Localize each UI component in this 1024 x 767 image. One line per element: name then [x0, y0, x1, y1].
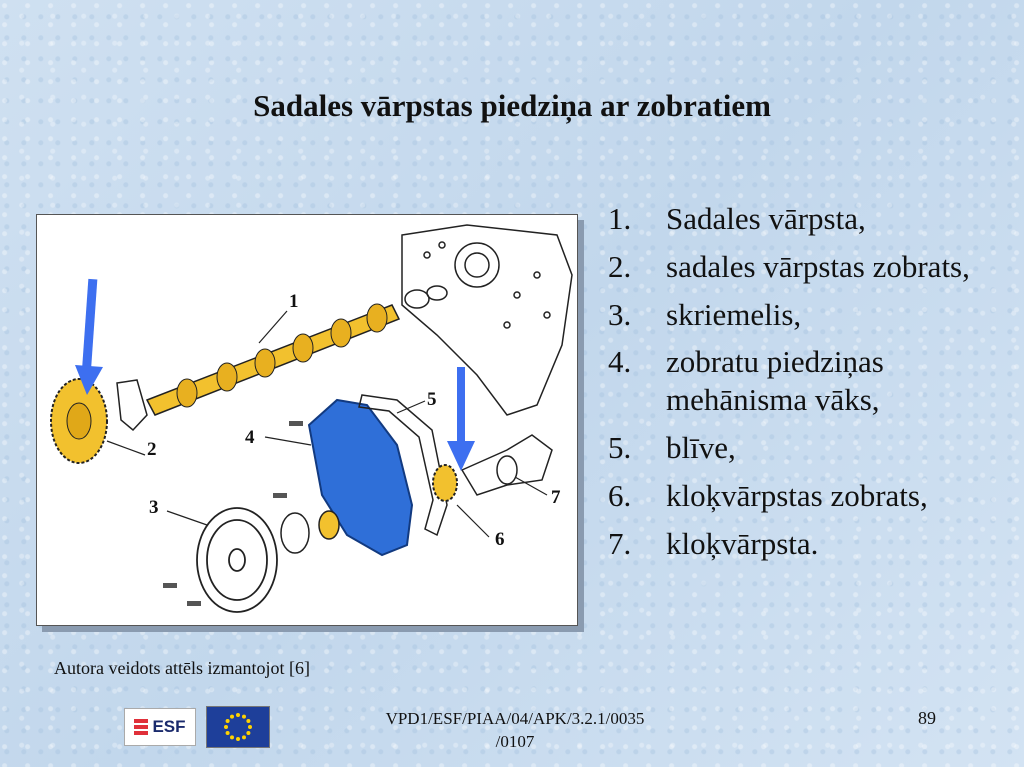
- callout-2: 2: [147, 439, 157, 460]
- bolts: [163, 421, 303, 606]
- item-text: skriemelis,: [666, 296, 802, 332]
- footer-project-code: [360, 708, 670, 754]
- exploded-view-diagram: [37, 215, 577, 625]
- callout-6: 6: [495, 529, 505, 550]
- crankshaft-gear-part: [433, 465, 457, 501]
- item-text: blīve,: [666, 430, 736, 466]
- item-number: 2.: [608, 248, 632, 284]
- item-number: 1.: [608, 201, 632, 236]
- item-number: 4.: [608, 344, 632, 380]
- item-number: 5.: [608, 430, 632, 466]
- item-number: 7.: [608, 525, 632, 561]
- page-number: 89: [918, 708, 936, 728]
- parts-list: [608, 200, 1008, 573]
- item-number: 3.: [608, 296, 632, 332]
- list-item: [608, 429, 1008, 467]
- esf-mark-icon: [134, 718, 148, 736]
- list-item: [608, 525, 1008, 563]
- list-item: [608, 248, 1008, 286]
- oil-seal-part: [319, 511, 339, 539]
- callout-7: 7: [551, 487, 561, 508]
- list-item: [608, 477, 1008, 515]
- esf-logo: [124, 708, 196, 746]
- slide-title: Sadales vārpstas piedziņa ar zobratiem: [253, 88, 771, 123]
- item-text: sadales vārpstas zobrats,: [666, 248, 970, 284]
- engine-block-outline: [402, 225, 572, 415]
- callout-5: 5: [427, 389, 437, 410]
- camshaft-gasket: [117, 380, 147, 430]
- callout-3: 3: [149, 497, 159, 518]
- eu-flag-icon: [206, 706, 270, 748]
- figure-caption: Autora veidots attēls izmantojot [6]: [54, 658, 310, 678]
- footer-code-line1: VPD1/ESF/PIAA/04/APK/3.2.1/0035: [385, 709, 645, 728]
- crankshaft-part: [462, 435, 552, 495]
- list-item: [608, 296, 1008, 334]
- footer-code-line2: /0107: [495, 731, 535, 751]
- camshaft-drive-figure: [36, 214, 578, 626]
- camshaft-gear-part: [51, 379, 107, 463]
- item-text: kloķvārpsta.: [666, 525, 819, 561]
- list-item: [608, 200, 1008, 238]
- item-number: 6.: [608, 477, 632, 513]
- item-text: Sadales vārpsta,: [666, 201, 866, 236]
- callout-1: 1: [289, 291, 299, 312]
- callout-4: 4: [245, 427, 255, 448]
- item-text: zobratu piedziņas mehānisma vāks,: [666, 344, 884, 418]
- hub-part: [281, 513, 309, 553]
- esf-logo-text: ESF: [152, 717, 186, 736]
- list-item: [608, 343, 1008, 419]
- pulley-part: [197, 508, 277, 612]
- item-text: kloķvārpstas zobrats,: [666, 477, 928, 513]
